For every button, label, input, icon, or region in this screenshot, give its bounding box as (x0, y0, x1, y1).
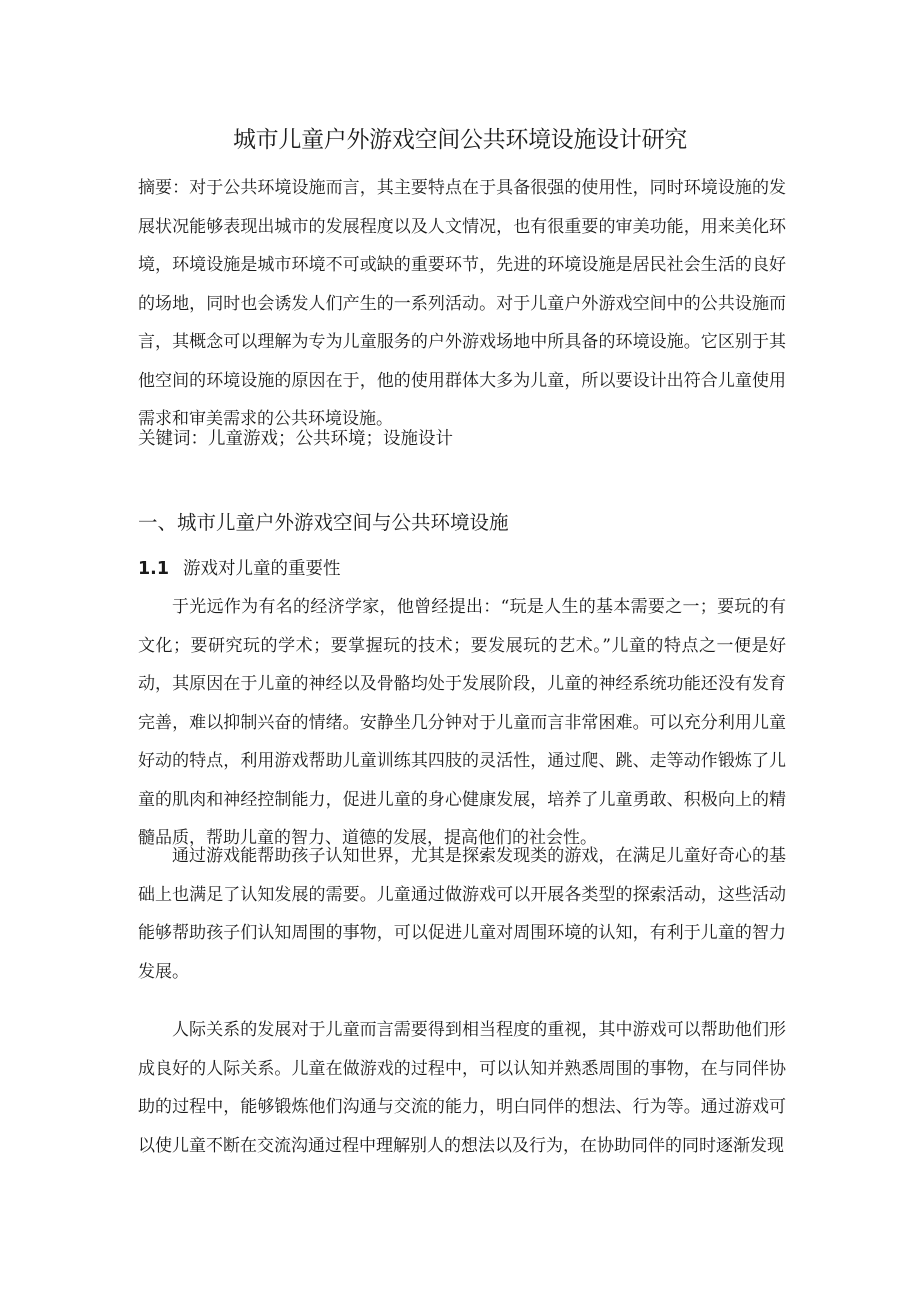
body-paragraph: 人际关系的发展对于儿童而言需要得到相当程度的重视，其中游戏可以帮助他们形成良好的人际关系。儿童在做游戏的过程中，可以认知并熟悉周围的事物，在与同伴协助的过程中，能够锻炼他们沟通与交流的能力，明白同伴的想法、行为等。通过游戏可以使儿童不断在交流沟通过程中理解别人的想法以及行为，在协助同伴的同时逐渐发现 (138, 1020, 786, 1156)
subsection-heading (138, 553, 786, 585)
subsection-number: 1.1 (138, 559, 170, 579)
abstract (138, 169, 786, 439)
body-paragraph: 于光远作为有名的经济学家，他曾经提出：“玩是人生的基本需要之一；要玩的有文化；要研究玩的学术；要掌握玩的技术；要发展玩的艺术。”儿童的特点之一便是好动，其原因在于儿童的神经以及骨骼均处于发展阶段，儿童的神经系统功能还没有发育完善，难以抑制兴奋的情绪。安静坐几分钟对于儿童而言非常困难。可以充分利用儿童好动的特点，利用游戏帮助儿童训练其四肢的灵活性，通过爬、跳、走等动作锻炼了儿童的肌肉和神经控制能力，促进儿童的身心健康发展，培养了儿童勇敢、积极向上的精髓品质，帮助儿童的智力、道德的发展，提高他们的社会性。 (138, 597, 786, 848)
subsection-title: 游戏对儿童的重要性 (183, 559, 341, 579)
keywords: 关键词：儿童游戏；公共环境；设施设计 (138, 429, 453, 449)
body-paragraph: 通过游戏能帮助孩子认知世界，尤其是探索发现类的游戏，在满足儿童好奇心的基础上也满足了认知发展的需要。儿童通过做游戏可以开展各类型的探索活动，这些活动能够帮助孩子们认知周围的事物，可以促进儿童对周围环境的认知，有利于儿童的智力发展。 (138, 846, 786, 982)
section-heading: 一、城市儿童户外游戏空间与公共环境设施 (138, 511, 509, 534)
abstract-text: 对于公共环境设施而言，其主要特点在于具备很强的使用性，同时环境设施的发展状况能够表现出城市的发展程度以及人文情况，也有很重要的审美功能，用来美化环境，环境设施是城市环境不可或缺的重要环节，先进的环境设施是居民社会生活的良好的场地，同时也会诱发人们产生的一系列活动。对于儿童户外游戏空间中的公共设施而言，其概念可以理解为专为儿童服务的户外游戏场地中所具备的环境设施。它区别于其他空间的环境设施的原因在于，他的使用群体大多为儿童，所以要设计出符合儿童使用需求和审美需求的公共环境设施。 (138, 178, 787, 429)
abstract-label: 摘要： (138, 178, 190, 198)
document-title: 城市儿童户外游戏空间公共环境设施设计研究 (232, 127, 687, 153)
